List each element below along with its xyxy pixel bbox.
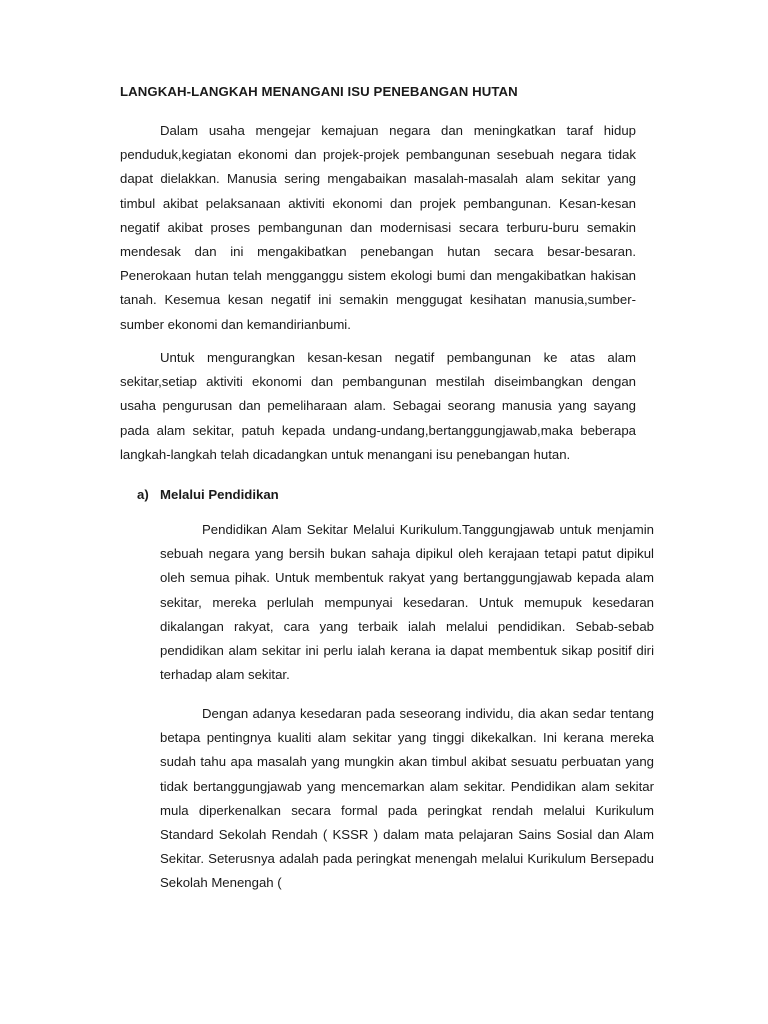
paragraph-education-curriculum: Pendidikan Alam Sekitar Melalui Kurikulum.Tanggungjawab untuk menjamin sebuah negara yang bersih bukan sahaja dipikul oleh kerajaan tetapi patut dipikul oleh semua pihak. Untuk membentuk rakyat yang bertanggungjawab kepada alam sekitar, mereka perlulah mempunyai kesedaran. Untuk memupuk kesedaran dikalangan rakyat, cara yang terbaik ialah melalui pendidikan. Sebab-sebab pendidikan alam sekitar ini perlu ialah kerana ia dapat membentuk sikap positif diri terhadap alam sekitar. [160, 522, 654, 683]
section-marker: a) [137, 487, 149, 502]
paragraph-education-awareness: Dengan adanya kesedaran pada seseorang individu, dia akan sedar tentang betapa pentingnya kualiti alam sekitar yang tinggi dikekalkan. Ini kerana mereka sudah tahu apa masalah yang mungkin akan timbul akibat sesuatu perbuatan yang tidak bertanggungjawab yang mencemarkan alam sekitar. Pendidikan alam sekitar mula diperkenalkan secara formal pada peringkat rendah melalui Kurikulum Standard Sekolah Rendah ( KSSR ) dalam mata pelajaran Sains Sosial dan Alam Sekitar. Seterusnya adalah pada peringkat menengah melalui Kurikulum Bersepadu Sekolah Menengah ( [160, 706, 654, 891]
paragraph-intro: Dalam usaha mengejar kemajuan negara dan meningkatkan taraf hidup penduduk,kegiatan ekonomi dan projek-projek pembangunan sesebuah negara tidak dapat dielakkan. Manusia sering mengabaikan masalah-masalah alam sekitar yang timbul akibat pelaksanaan aktiviti ekonomi dan projek pembangunan. Kesan-kesan negatif akibat proses pembangunan dan modernisasi secara terburu-buru semakin mendesak dan ini mengakibatkan penebangan hutan secara besar-besaran. Penerokaan hutan telah mengganggu sistem ekologi bumi dan mengakibatkan hakisan tanah. Kesemua kesan negatif ini semakin menggugat kesihatan manusia,sumber-sumber ekonomi dan kemandirianbumi. [120, 123, 636, 332]
paragraph-measures: Untuk mengurangkan kesan-kesan negatif pembangunan ke atas alam sekitar,setiap aktiviti ekonomi dan pembangunan mestilah diseimbangkan dengan usaha pengurusan dan pemeliharaan alam. Sebagai seorang manusia yang sayang pada alam sekitar, patuh kepada undang-undang,bertanggungjawab,maka beberapa langkah-langkah telah dicadangkan untuk menangani isu penebangan hutan. [120, 350, 636, 462]
document-title: LANGKAH-LANGKAH MENANGANI ISU PENEBANGAN HUTAN [120, 84, 518, 99]
section-heading-text: Melalui Pendidikan [160, 487, 279, 502]
section-heading-education [137, 487, 279, 502]
